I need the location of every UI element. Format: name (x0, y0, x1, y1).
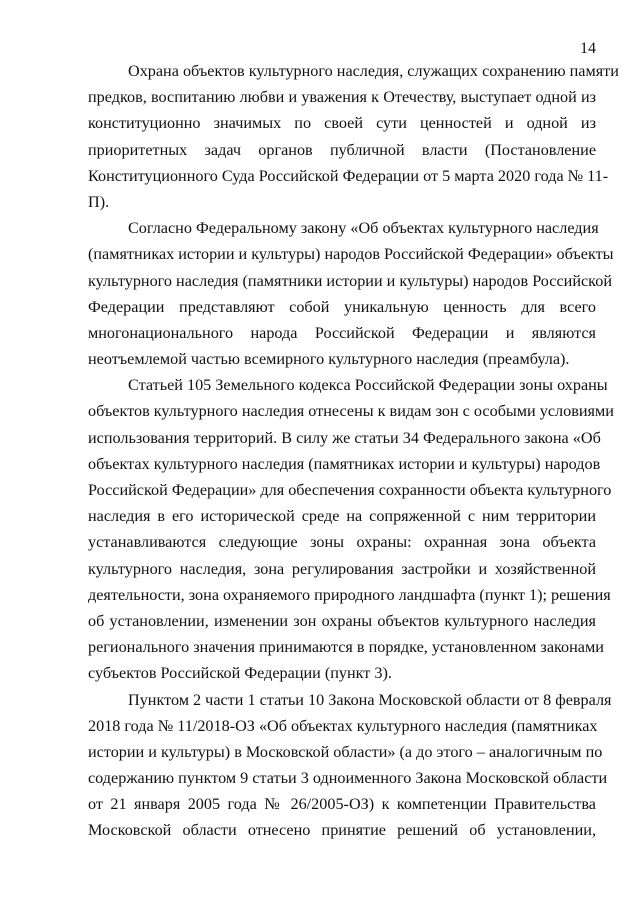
text-line: от 21 января 2005 года № 26/2005-ОЗ) к компетенции Правительства (88, 795, 596, 814)
paragraph (88, 58, 619, 215)
text-line: Охрана объектов культурного наследия, служащих сохранению памяти (128, 62, 619, 80)
text-line: объектах культурного наследия (памятниках истории и культуры) народов (88, 454, 601, 473)
text-line: Статьей 105 Земельного кодекса Российской Федерации зоны охраны (128, 376, 608, 395)
text-line: субъектов Российской Федерации (пункт 3). (88, 664, 392, 683)
text-line: устанавливаются следующие зоны охраны: охранная зона объекта (88, 533, 596, 552)
text-line: наследия в его исторической среде на сопряженной с ним территории (88, 507, 596, 526)
document-body (88, 58, 619, 844)
text-line: использования территорий. В силу же статьи 34 Федерального закона «Об (88, 428, 601, 447)
page-number: 14 (580, 40, 596, 57)
text-line: Федерации представляют собой уникальную ценность для всего (88, 297, 596, 316)
text-line: об установлении, изменении зон охраны объектов культурного наследия (88, 611, 596, 630)
text-line: (памятниках истории и культуры) народов Российской Федерации» объекты (88, 245, 614, 264)
text-line: приоритетных задач органов публичной власти (Постановление (88, 140, 596, 159)
paragraph (88, 372, 614, 686)
text-line: Пунктом 2 части 1 статьи 10 Закона Московской области от 8 февраля (128, 690, 612, 709)
text-line: содержанию пунктом 9 статьи 3 одноименного Закона Московской области (88, 769, 608, 788)
text-line: Согласно Федеральному закону «Об объектах культурного наследия (128, 219, 599, 238)
text-line: неотъемлемой частью всемирного культурного наследия (преамбула). (88, 350, 570, 369)
text-line: Московской области отнесено принятие решений об установлении, (88, 821, 596, 840)
text-line: истории и культуры) в Московской области» (а до этого – аналогичным по (88, 742, 603, 761)
text-line: многонационального народа Российской Федерации и являются (88, 323, 596, 342)
text-line: П). (88, 192, 110, 211)
text-line: конституционно значимых по своей сути ценностей и одной из (88, 114, 596, 133)
text-line: Российской Федерации» для обеспечения сохранности объекта культурного (88, 481, 612, 499)
text-line: предков, воспитанию любви и уважения к Отечеству, выступает одной из (88, 88, 596, 107)
paragraph (88, 215, 614, 372)
text-line: деятельности, зона охраняемого природного ландшафта (пункт 1); решения (88, 585, 611, 604)
text-line: 2018 года № 11/2018-ОЗ «Об объектах культурного наследия (памятниках (88, 716, 598, 735)
text-line: культурного наследия, зона регулирования застройки и хозяйственной (88, 559, 596, 578)
text-line: культурного наследия (памятники истории и культуры) народов Российской (88, 271, 612, 290)
text-line: объектов культурного наследия отнесены к видам зон с особыми условиями (88, 402, 614, 421)
paragraph (88, 687, 612, 844)
text-line: регионального значения принимаются в порядке, установленном законами (88, 638, 604, 657)
text-line: Конституционного Суда Российской Федерации от 5 марта 2020 года № 11- (88, 166, 609, 185)
